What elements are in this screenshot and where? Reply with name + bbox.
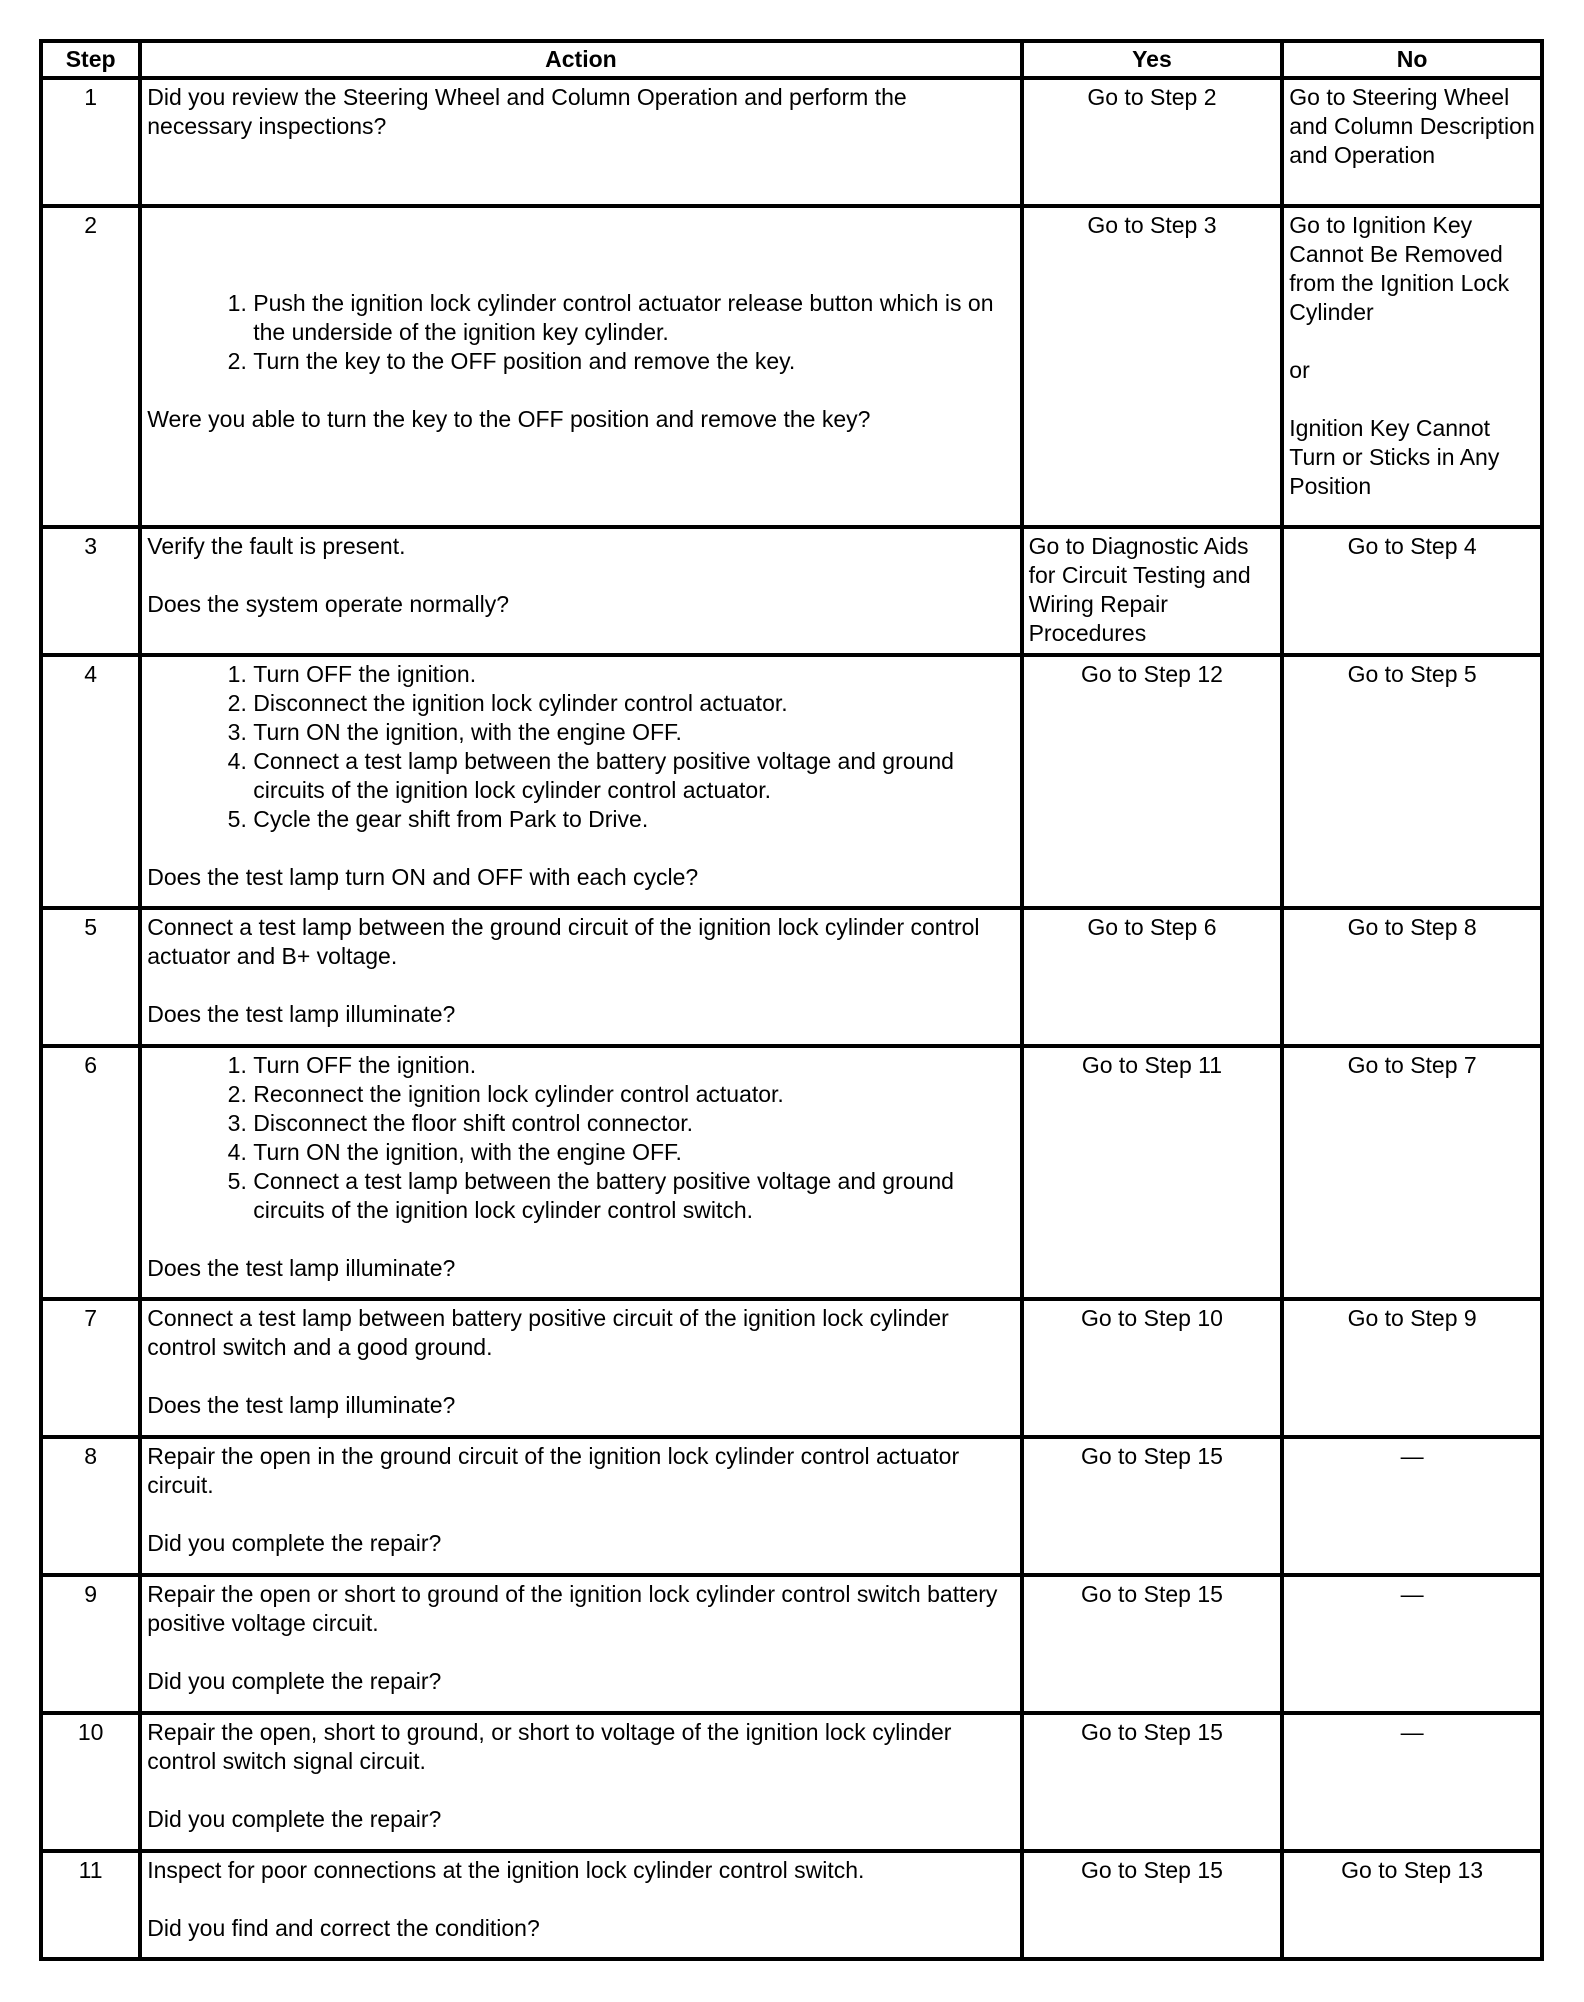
table-row xyxy=(41,655,1542,908)
action-question: Did you complete the repair? xyxy=(147,1668,442,1694)
action-intro: Repair the open in the ground circuit of the ignition lock cylinder control actuator circuit. xyxy=(147,1443,960,1498)
yes-cell: Go to Step 10 xyxy=(1022,1299,1283,1437)
action-question: Does the test lamp illuminate? xyxy=(147,1001,456,1027)
no-cell: — xyxy=(1282,1575,1542,1713)
action-question: Does the test lamp illuminate? xyxy=(147,1255,456,1281)
yes-cell: Go to Step 6 xyxy=(1022,908,1283,1046)
table-row xyxy=(41,78,1542,206)
table-row xyxy=(41,206,1542,527)
no-cell: Go to Steering Wheel and Column Description and Operation xyxy=(1282,78,1542,206)
step-number: 7 xyxy=(41,1299,140,1437)
action-step-item: 2. Reconnect the ignition lock cylinder control actuator. xyxy=(253,1080,1014,1109)
action-step-item: 3. Disconnect the floor shift control connector. xyxy=(253,1109,1014,1138)
header-yes: Yes xyxy=(1022,41,1283,78)
action-step-item: 5. Cycle the gear shift from Park to Drive. xyxy=(253,805,1014,834)
header-action: Action xyxy=(140,41,1021,78)
step-number: 11 xyxy=(41,1851,140,1959)
action-step-item: 5. Connect a test lamp between the battery positive voltage and ground circuits of the ignition lock cylinder control switch. xyxy=(253,1167,1014,1225)
yes-cell: Go to Step 12 xyxy=(1022,655,1283,908)
step-number: 9 xyxy=(41,1575,140,1713)
action-step-item: 2. Disconnect the ignition lock cylinder control actuator. xyxy=(253,689,1014,718)
yes-cell: Go to Step 3 xyxy=(1022,206,1283,527)
table-row xyxy=(41,1046,1542,1299)
no-cell: Go to Step 5 xyxy=(1282,655,1542,908)
no-cell: — xyxy=(1282,1437,1542,1575)
action-intro: Did you review the Steering Wheel and Column Operation and perform the necessary inspections? xyxy=(147,84,907,139)
step-number: 6 xyxy=(41,1046,140,1299)
step-number: 2 xyxy=(41,206,140,527)
action-cell xyxy=(140,655,1021,908)
no-cell: Go to Step 7 xyxy=(1282,1046,1542,1299)
action-steps-list xyxy=(147,660,1014,834)
action-question: Does the system operate normally? xyxy=(147,591,510,617)
action-intro: Inspect for poor connections at the ignition lock cylinder control switch. xyxy=(147,1857,865,1883)
action-cell xyxy=(140,206,1021,527)
action-intro: Connect a test lamp between the ground circuit of the ignition lock cylinder control actuator and B+ voltage. xyxy=(147,914,980,969)
header-no: No xyxy=(1282,41,1542,78)
no-option-or: or xyxy=(1289,357,1310,383)
action-step-item: 3. Turn ON the ignition, with the engine OFF. xyxy=(253,718,1014,747)
no-cell xyxy=(1282,206,1542,527)
yes-cell: Go to Step 2 xyxy=(1022,78,1283,206)
action-question: Were you able to turn the key to the OFF position and remove the key? xyxy=(147,405,871,432)
table-row xyxy=(41,1713,1542,1851)
no-option-b: Ignition Key Cannot Turn or Sticks in Any Position xyxy=(1289,415,1500,499)
action-cell xyxy=(140,527,1021,655)
yes-cell: Go to Step 15 xyxy=(1022,1437,1283,1575)
action-intro: Connect a test lamp between battery positive circuit of the ignition lock cylinder control switch and a good ground. xyxy=(147,1305,949,1360)
table-row xyxy=(41,527,1542,655)
action-step-item: 1. Turn OFF the ignition. xyxy=(253,1051,1014,1080)
step-number: 3 xyxy=(41,527,140,655)
no-option-a: Go to Ignition Key Cannot Be Removed from the Ignition Lock Cylinder xyxy=(1289,212,1510,325)
action-steps-list xyxy=(147,289,1014,376)
step-number: 10 xyxy=(41,1713,140,1851)
action-step-item: 1. Turn OFF the ignition. xyxy=(253,660,1014,689)
table-row xyxy=(41,1575,1542,1713)
action-cell xyxy=(140,1851,1021,1959)
table-row xyxy=(41,1299,1542,1437)
step-number: 5 xyxy=(41,908,140,1046)
header-step: Step xyxy=(41,41,140,78)
yes-cell: Go to Step 15 xyxy=(1022,1713,1283,1851)
no-cell: — xyxy=(1282,1713,1542,1851)
no-cell: Go to Step 4 xyxy=(1282,527,1542,655)
action-cell xyxy=(140,1046,1021,1299)
yes-cell: Go to Step 11 xyxy=(1022,1046,1283,1299)
table-row xyxy=(41,908,1542,1046)
action-cell xyxy=(140,1713,1021,1851)
yes-cell: Go to Step 15 xyxy=(1022,1575,1283,1713)
action-step-item: 2. Turn the key to the OFF position and remove the key. xyxy=(253,347,1014,376)
step-number: 4 xyxy=(41,655,140,908)
action-question: Did you find and correct the condition? xyxy=(147,1915,540,1941)
step-number: 8 xyxy=(41,1437,140,1575)
action-steps-list xyxy=(147,1051,1014,1225)
table-header-row xyxy=(41,41,1542,78)
action-cell xyxy=(140,908,1021,1046)
action-cell xyxy=(140,1575,1021,1713)
action-step-item: 4. Connect a test lamp between the battery positive voltage and ground circuits of the ignition lock cylinder control actuator. xyxy=(253,747,1014,805)
action-question: Did you complete the repair? xyxy=(147,1530,442,1556)
no-cell: Go to Step 8 xyxy=(1282,908,1542,1046)
action-intro: Repair the open, short to ground, or short to voltage of the ignition lock cylinder control switch signal circuit. xyxy=(147,1719,952,1774)
action-step-item: 4. Turn ON the ignition, with the engine OFF. xyxy=(253,1138,1014,1167)
step-number: 1 xyxy=(41,78,140,206)
action-step-item: 1. Push the ignition lock cylinder control actuator release button which is on the underside of the ignition key cylinder. xyxy=(253,289,1014,347)
no-cell: Go to Step 13 xyxy=(1282,1851,1542,1959)
table-row xyxy=(41,1437,1542,1575)
action-intro: Repair the open or short to ground of the ignition lock cylinder control switch battery positive voltage circuit. xyxy=(147,1581,998,1636)
action-question: Does the test lamp illuminate? xyxy=(147,1392,456,1418)
action-question: Did you complete the repair? xyxy=(147,1806,442,1832)
no-cell: Go to Step 9 xyxy=(1282,1299,1542,1437)
yes-cell: Go to Diagnostic Aids for Circuit Testing and Wiring Repair Procedures xyxy=(1022,527,1283,655)
action-cell xyxy=(140,78,1021,206)
action-question: Does the test lamp turn ON and OFF with each cycle? xyxy=(147,864,699,890)
action-cell xyxy=(140,1299,1021,1437)
diagnostic-table xyxy=(39,39,1544,1961)
yes-cell: Go to Step 15 xyxy=(1022,1851,1283,1959)
action-cell xyxy=(140,1437,1021,1575)
table-row xyxy=(41,1851,1542,1959)
action-intro: Verify the fault is present. xyxy=(147,533,406,559)
